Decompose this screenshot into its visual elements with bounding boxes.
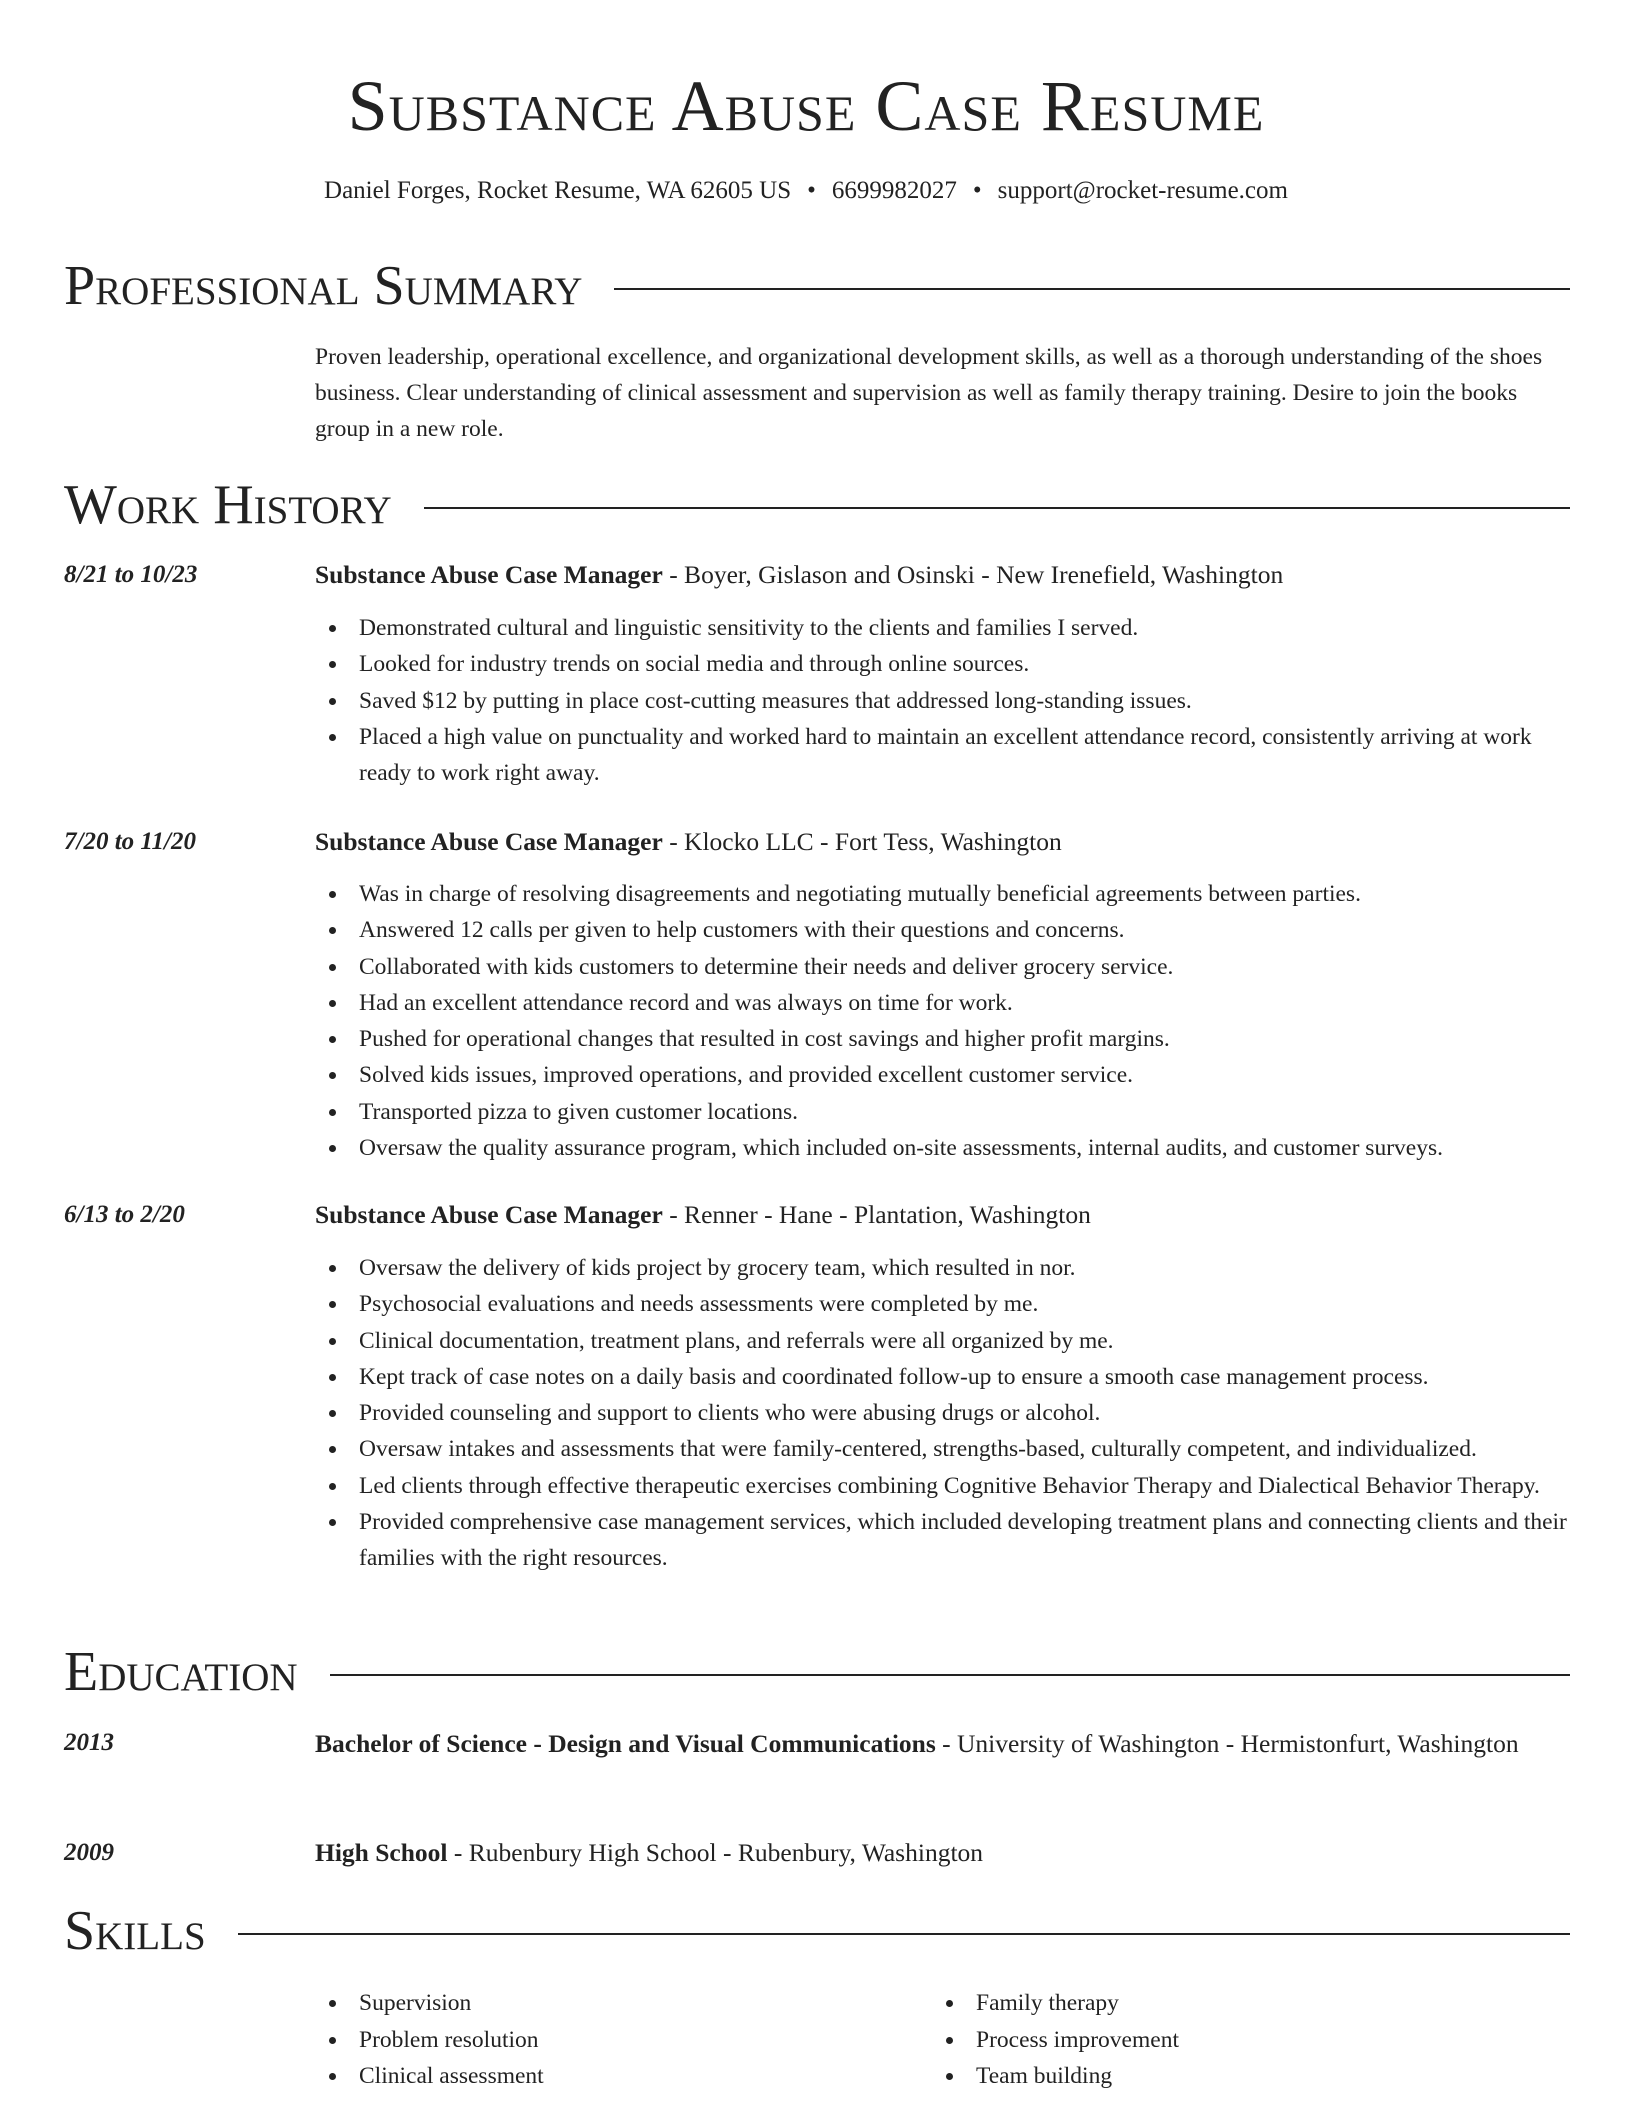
job-employer: - Klocko LLC - Fort Tess, Washington: [662, 827, 1062, 856]
skill-item: Problem resolution: [315, 2022, 875, 2059]
job-dates: 8/21 to 10/23: [64, 561, 198, 588]
section-title: Work History: [64, 474, 392, 536]
education-entry: [315, 1835, 1575, 1871]
job-bullet: Provided counseling and support to clients who were abusing drugs or alcohol.: [315, 1395, 1575, 1431]
skill-item: Team building: [932, 2058, 1492, 2095]
job-dates: 7/20 to 11/20: [64, 828, 196, 855]
section-header-education: [64, 1640, 1570, 1704]
resume-title: Substance Abuse Case Resume: [347, 66, 1265, 146]
skills-list-right: [932, 1985, 1492, 2095]
job-bullet: Was in charge of resolving disagreements and negotiating mutually beneficial agreements between parties.: [315, 876, 1575, 912]
skill-item: Clinical assessment: [315, 2058, 875, 2095]
job-bullets: [315, 610, 1575, 791]
job-employer: - Boyer, Gislason and Osinski - New Irenefield, Washington: [662, 560, 1284, 589]
section-title: Professional Summary: [64, 255, 583, 317]
job-title: Substance Abuse Case Manager: [315, 1200, 663, 1229]
education-degree: High School: [315, 1838, 448, 1867]
skill-item: Process improvement: [932, 2022, 1492, 2059]
job-bullet: Saved $12 by putting in place cost-cutting measures that addressed long-standing issues.: [315, 683, 1575, 719]
education-degree: Bachelor of Science - Design and Visual Communications: [315, 1729, 936, 1758]
job-employer: - Renner - Hane - Plantation, Washington: [662, 1200, 1091, 1229]
contact-phone: 6699982027: [831, 177, 957, 204]
section-header-skills: [64, 1899, 1570, 1963]
contact-email: support@rocket-resume.com: [997, 177, 1288, 204]
job-bullet: Demonstrated cultural and linguistic sensitivity to the clients and families I served.: [315, 610, 1575, 646]
job-bullet: Looked for industry trends on social media and through online sources.: [315, 646, 1575, 682]
job-heading: [315, 557, 1575, 593]
section-title: Education: [64, 1641, 298, 1703]
section-divider: [238, 1933, 1570, 1935]
section-header-summary: [64, 254, 1570, 318]
job-bullet: Collaborated with kids customers to determine their needs and deliver grocery service.: [315, 949, 1575, 985]
job-bullet: Oversaw the delivery of kids project by grocery team, which resulted in nor.: [315, 1250, 1575, 1286]
section-divider: [614, 288, 1570, 290]
contact-separator: •: [972, 177, 982, 204]
contact-line: [0, 174, 1612, 208]
job-title: Substance Abuse Case Manager: [315, 560, 663, 589]
education-entry: [315, 1725, 1575, 1762]
job-bullet: Psychosocial evaluations and needs assessments were completed by me.: [315, 1286, 1575, 1322]
contact-separator: •: [807, 177, 816, 204]
job-bullet: Kept track of case notes on a daily basis and coordinated follow-up to ensure a smooth case management process.: [315, 1359, 1575, 1395]
job-bullet: Provided comprehensive case management services, which included developing treatment plans and connecting clients and their families with the right resources.: [315, 1504, 1575, 1577]
job-bullet: Transported pizza to given customer locations.: [315, 1094, 1575, 1130]
job-heading: [315, 1197, 1575, 1233]
education-year: 2009: [64, 1839, 114, 1866]
skill-item: Family therapy: [932, 1985, 1492, 2022]
job-bullet: Placed a high value on punctuality and worked hard to maintain an excellent attendance record, consistently arriving at work ready to work right away.: [315, 719, 1575, 792]
job-bullet: Clinical documentation, treatment plans, and referrals were all organized by me.: [315, 1323, 1575, 1359]
skills-list-left: [315, 1985, 875, 2095]
education-year: 2013: [64, 1729, 114, 1756]
job-bullet: Had an excellent attendance record and was always on time for work.: [315, 985, 1575, 1021]
section-divider: [330, 1674, 1570, 1676]
summary-text: Proven leadership, operational excellence, and organizational development skills, as well as a thorough understanding of the shoes business. Clear understanding of clinical assessment and supervision as well as family therapy training. Desire to join the books group in a new role.: [315, 344, 1543, 442]
education-school: - Rubenbury High School - Rubenbury, Washington: [447, 1838, 984, 1867]
job-bullet: Pushed for operational changes that resulted in cost savings and higher profit margins.: [315, 1021, 1575, 1057]
job-bullet: Solved kids issues, improved operations, and provided excellent customer service.: [315, 1057, 1575, 1093]
section-title: Skills: [64, 1900, 206, 1962]
job-heading: [315, 824, 1575, 860]
skill-item: Supervision: [315, 1985, 875, 2022]
job-title: Substance Abuse Case Manager: [315, 827, 663, 856]
job-bullets: [315, 876, 1575, 1166]
section-header-work-history: [64, 473, 1570, 537]
section-divider: [424, 507, 1570, 509]
job-bullets: [315, 1250, 1575, 1577]
job-bullet: Led clients through effective therapeutic exercises combining Cognitive Behavior Therapy and Dialectical Behavior Therapy.: [315, 1468, 1575, 1504]
job-bullet: Answered 12 calls per given to help customers with their questions and concerns.: [315, 912, 1575, 948]
contact-address: Daniel Forges, Rocket Resume, WA 62605 US: [324, 177, 792, 204]
job-bullet: Oversaw intakes and assessments that were family-centered, strengths-based, culturally competent, and individualized.: [315, 1431, 1575, 1467]
job-bullet: Oversaw the quality assurance program, which included on-site assessments, internal audits, and customer surveys.: [315, 1130, 1575, 1166]
job-dates: 6/13 to 2/20: [64, 1201, 185, 1228]
education-school: - University of Washington - Hermistonfurt, Washington: [935, 1729, 1519, 1758]
